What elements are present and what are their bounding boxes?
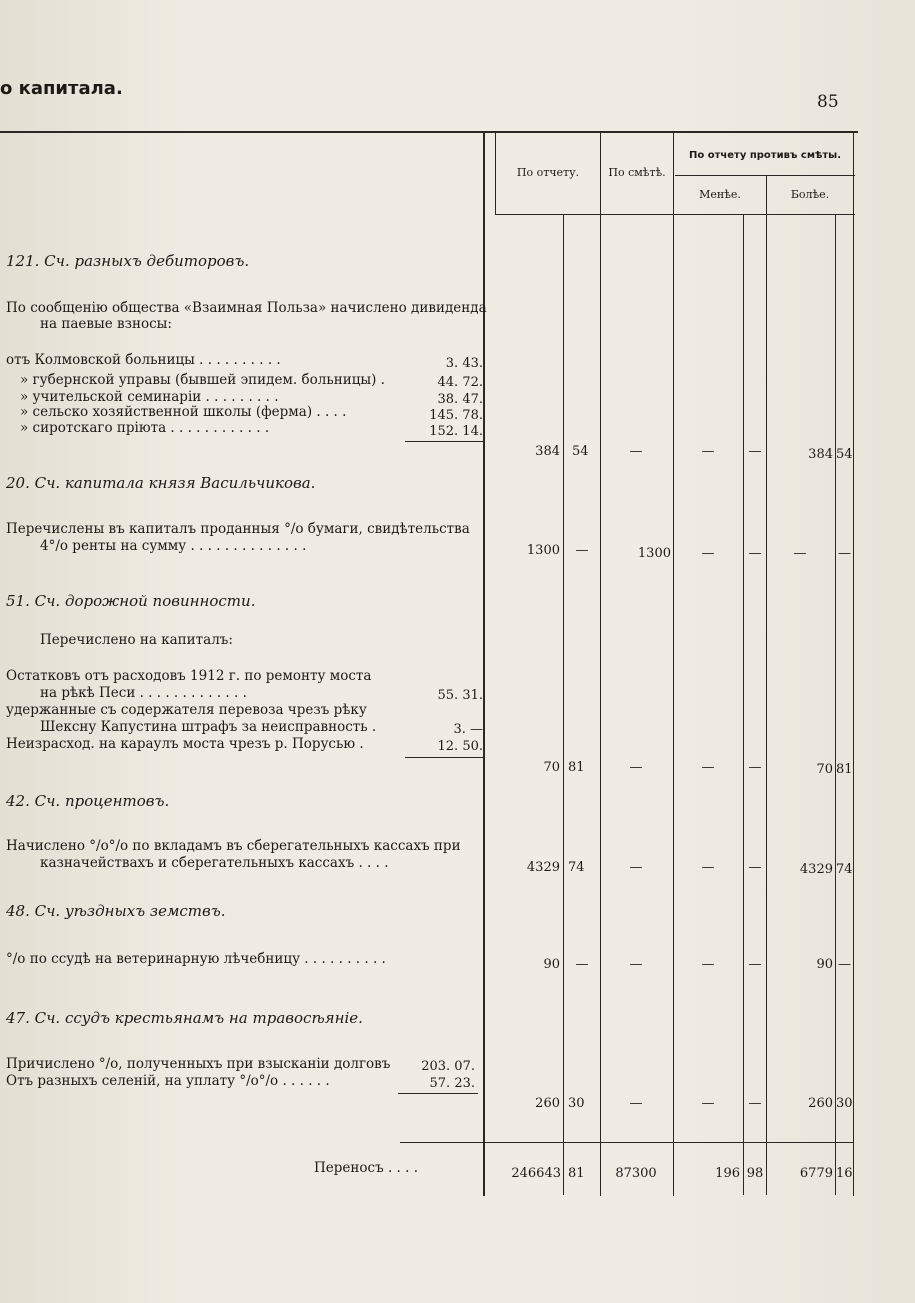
carry-report: 246643 xyxy=(511,1166,561,1181)
more-value: — xyxy=(793,546,807,561)
item-amount: 44. 72. xyxy=(437,375,483,390)
carry-report-kopeks: 81 xyxy=(568,1166,585,1181)
section-intro-line: °/о по ссудѣ на ветеринарную лѣчебницу . . . . . . . . . . xyxy=(6,951,386,967)
section-intro-line: казначействахъ и сберегательныхъ кассахъ . . . . xyxy=(40,855,389,871)
less-value: — xyxy=(701,760,715,775)
section-title-interest: 42. Сч. процентовъ. xyxy=(6,792,170,810)
item-label: » сиротскаго пріюта . . . . . . . . . . . . xyxy=(20,420,270,436)
report-kopeks: 54 xyxy=(572,444,589,459)
col-rule-6 xyxy=(835,215,836,1195)
estimate-value: — xyxy=(629,444,643,459)
item-label: на рѣкѣ Песи . . . . . . . . . . . . . xyxy=(40,685,247,701)
header-group: По отчету противъ смѣты. xyxy=(689,150,841,161)
section-intro-line: на паевые взносы: xyxy=(40,316,172,332)
header-estimate: По смѣтѣ. xyxy=(608,166,666,179)
item-amount: 55. 31. xyxy=(437,688,483,703)
carry-more: 6779 xyxy=(799,1166,833,1181)
report-kopeks: — xyxy=(575,957,589,972)
carry-more-kopeks: 16 xyxy=(836,1166,853,1181)
more-kopeks: 81 xyxy=(836,762,853,777)
section-intro-line: Перечислены въ капиталъ проданныя °/о бумаги, свидѣтельства xyxy=(6,521,470,537)
item-amount: 38. 47. xyxy=(437,392,483,407)
report-value: 1300 xyxy=(526,543,560,558)
col-rule-right xyxy=(853,131,854,1196)
col-rule-report-left xyxy=(495,131,496,215)
header-less: Менѣе. xyxy=(699,188,741,201)
col-rule-1 xyxy=(563,215,564,1195)
section-intro-line: Перечислено на капиталъ: xyxy=(40,632,233,648)
report-value: 260 xyxy=(535,1096,560,1111)
item-amount: 203. 07. xyxy=(421,1059,475,1074)
less-value: — xyxy=(701,957,715,972)
more-value: 4329 xyxy=(799,862,833,877)
more-kopeks: — xyxy=(838,957,851,972)
less-kopeks: — xyxy=(748,957,762,972)
header-bottom-rule xyxy=(495,214,855,215)
item-label: » учительской семинаріи . . . . . . . . . xyxy=(20,389,279,405)
col-rule-4 xyxy=(743,215,744,1195)
carry-label: Переносъ . . . . xyxy=(314,1160,418,1176)
item-label: Остатковъ отъ расходовъ 1912 г. по ремонту моста xyxy=(6,668,372,684)
subtotal-rule xyxy=(398,1093,478,1094)
group-under-rule xyxy=(675,175,855,176)
report-value: 90 xyxy=(543,957,560,972)
less-kopeks: — xyxy=(748,860,762,875)
section-intro-line: По сообщенію общества «Взаимная Польза» начислено дивиденда xyxy=(6,300,487,316)
item-label: Неизрасход. на караулъ моста чрезъ р. Порусью . xyxy=(6,736,364,752)
less-value: — xyxy=(701,860,715,875)
report-value: 384 xyxy=(535,444,560,459)
section-title-district-zemstvos: 48. Сч. уѣздныхъ земствъ. xyxy=(6,902,226,920)
report-value: 4329 xyxy=(526,860,560,875)
report-kopeks: 74 xyxy=(568,860,585,875)
header-report: По отчету. xyxy=(516,166,580,179)
item-label: отъ Колмовской больницы . . . . . . . . . . xyxy=(6,352,281,368)
estimate-value: — xyxy=(629,1096,643,1111)
estimate-value: — xyxy=(629,957,643,972)
item-label: Шексну Капустина штрафъ за неисправность . xyxy=(40,719,377,735)
section-title-debtors: 121. Сч. разныхъ дебиторовъ. xyxy=(6,252,250,270)
less-value: — xyxy=(701,1096,715,1111)
top-rule xyxy=(0,131,858,133)
more-value: 70 xyxy=(816,762,833,777)
header-more: Болѣе. xyxy=(790,188,830,201)
estimate-value: 1300 xyxy=(637,546,671,561)
more-kopeks: 74 xyxy=(836,862,853,877)
item-amount: 145. 78. xyxy=(429,408,483,423)
report-kopeks: — xyxy=(575,543,589,558)
page-number: 85 xyxy=(817,92,839,112)
more-kopeks: 54 xyxy=(836,447,853,462)
estimate-value: — xyxy=(629,860,643,875)
section-intro-line: 4°/о ренты на сумму . . . . . . . . . . . . . . xyxy=(40,538,307,554)
subtotal-rule xyxy=(405,757,483,758)
item-amount: 3. 43. xyxy=(445,356,483,371)
item-label: » губернской управы (бывшей эпидем. больницы) . xyxy=(20,372,385,388)
section-title-vasilchikov: 20. Сч. капитала князя Васильчикова. xyxy=(6,474,316,492)
less-kopeks: — xyxy=(748,444,762,459)
less-kopeks: — xyxy=(748,546,762,561)
item-label: » сельско хозяйственной школы (ферма) . . . . xyxy=(20,404,347,420)
item-label: Отъ разныхъ селеній, на уплату °/о°/о . . . . . . xyxy=(6,1073,330,1089)
section-title-road-duty: 51. Сч. дорожной повинности. xyxy=(6,592,256,610)
less-value: — xyxy=(701,444,715,459)
page-header-title: о капитала. xyxy=(0,78,123,99)
col-rule-3 xyxy=(673,131,674,1196)
estimate-value: — xyxy=(629,760,643,775)
item-amount: 57. 23. xyxy=(429,1076,475,1091)
section-intro-line: Начислено °/о°/о по вкладамъ въ сберегательныхъ кассахъ при xyxy=(6,838,461,854)
col-rule-5 xyxy=(766,175,767,1195)
less-kopeks: — xyxy=(748,760,762,775)
carry-less: 196 xyxy=(715,1166,740,1181)
item-amount: 12. 50. xyxy=(437,739,483,754)
more-value: 384 xyxy=(808,447,833,462)
report-kopeks: 30 xyxy=(568,1096,585,1111)
item-label: Причислено °/о, полученныхъ при взысканіи долговъ xyxy=(6,1056,391,1072)
more-kopeks: 30 xyxy=(836,1096,853,1111)
col-rule-2 xyxy=(600,131,601,1196)
main-divider xyxy=(483,131,485,1196)
item-amount: 152. 14. xyxy=(429,424,483,439)
more-value: 260 xyxy=(808,1096,833,1111)
less-value: — xyxy=(701,546,715,561)
more-kopeks: — xyxy=(838,546,851,561)
less-kopeks: — xyxy=(748,1096,762,1111)
section-title-peasant-loans: 47. Сч. ссудъ крестьянамъ на травосѣяніе. xyxy=(6,1009,363,1027)
carry-rule xyxy=(400,1142,853,1143)
item-label: удержанные съ содержателя перевоза чрезъ рѣку xyxy=(6,702,367,718)
carry-less-kopeks: 98 xyxy=(746,1166,764,1181)
subtotal-rule xyxy=(405,441,483,442)
item-amount: 3. — xyxy=(453,722,483,737)
report-value: 70 xyxy=(543,760,560,775)
more-value: 90 xyxy=(816,957,833,972)
report-kopeks: 81 xyxy=(568,760,585,775)
carry-estimate: 87300 xyxy=(615,1166,657,1181)
